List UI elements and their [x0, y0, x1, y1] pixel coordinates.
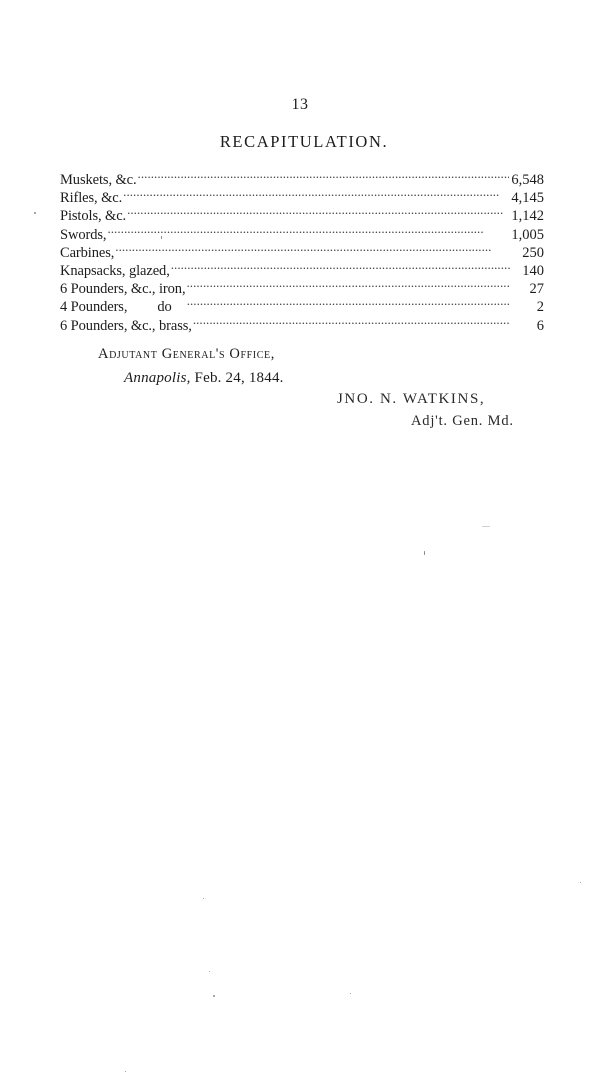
dot-leader: [186, 293, 510, 311]
paper-speck: [161, 236, 162, 239]
dot-leader: [126, 202, 509, 220]
dot-leader: [122, 184, 509, 202]
signer-title: Adj't. Gen. Md.: [411, 413, 514, 429]
item-label: 6 Pounders, &c., iron,: [60, 281, 186, 298]
office-line: Adjutant General's Office,: [98, 346, 275, 362]
page-number: 13: [291, 96, 309, 113]
dot-leader: [106, 221, 509, 239]
item-label: Pistols, &c.: [60, 208, 127, 225]
paper-speck: [580, 882, 581, 883]
date-value: Feb. 24, 1844.: [194, 370, 284, 386]
recapitulation-table: [60, 166, 544, 334]
item-label: Swords,: [60, 226, 107, 243]
paper-speck: [203, 898, 204, 899]
item-value: 250: [522, 244, 544, 261]
paper-speck: [209, 971, 210, 972]
item-note: do: [157, 299, 172, 316]
table-row: [60, 257, 544, 279]
item-value: 6,548: [511, 172, 544, 188]
date-line: [124, 370, 284, 387]
table-row: [60, 312, 544, 334]
paper-speck: [34, 212, 36, 214]
table-row: [60, 221, 544, 243]
table-row: [60, 202, 544, 225]
item-value: 4,145: [511, 190, 544, 207]
date-place: Annapolis,: [124, 370, 191, 386]
item-label: 4 Pounders,: [60, 299, 128, 316]
dot-leader: [192, 312, 510, 330]
dot-leader: [170, 257, 510, 275]
table-row: [60, 239, 544, 261]
item-value: 1,005: [511, 226, 544, 243]
item-label: Muskets, &c.: [60, 172, 137, 188]
page-title: RECAPITULATION.: [219, 132, 389, 151]
item-value: 6: [536, 317, 544, 334]
paper-speck: [350, 993, 351, 994]
dot-leader: [185, 275, 510, 293]
item-value: 1,142: [511, 208, 544, 225]
item-value: 2: [536, 299, 544, 316]
paper-speck: [482, 526, 490, 527]
paper-speck: [213, 995, 215, 997]
table-row: [60, 184, 544, 207]
paper-speck: [125, 1071, 126, 1072]
item-label: Carbines,: [60, 244, 115, 261]
signer-name: JNO. N. WATKINS,: [337, 391, 486, 407]
dot-leader: [114, 239, 510, 257]
item-label: 6 Pounders, &c., brass,: [60, 317, 192, 334]
item-value: 140: [522, 262, 544, 279]
dot-leader: [137, 166, 510, 184]
table-row: [60, 166, 544, 188]
paper-speck: [424, 551, 425, 555]
item-label: Knapsacks, glazed,: [60, 262, 170, 279]
item-label: Rifles, &c.: [60, 190, 123, 207]
item-value: 27: [529, 281, 544, 298]
